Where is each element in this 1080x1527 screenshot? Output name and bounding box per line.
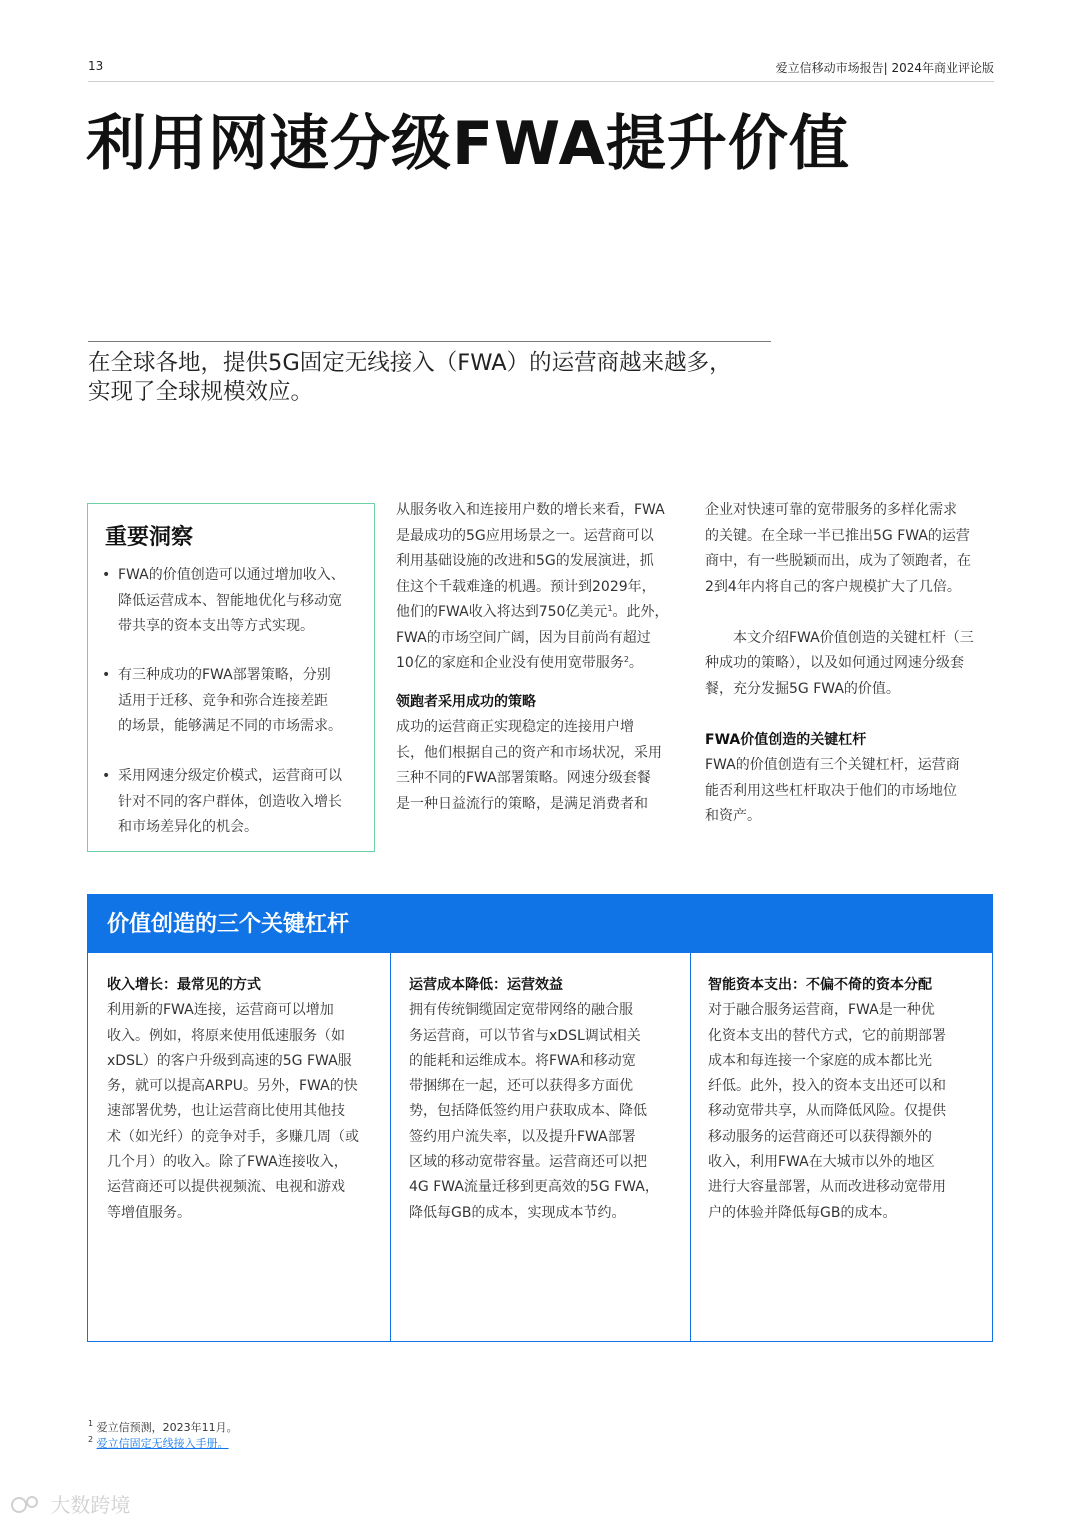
page-title: 利用网速分级FWA提升价值: [86, 109, 850, 179]
body-column-2: [396, 498, 669, 817]
body-line: [396, 651, 669, 677]
insight-line: 降低运营成本、智能地优化与移动宽: [118, 592, 342, 609]
insight-bullet: [102, 764, 342, 841]
footnote-mark: 2: [88, 1435, 94, 1444]
lead-line: 在全球各地，提供5G固定无线接入（FWA）的运营商越来越多，: [88, 350, 732, 376]
lever-heading: 收入增长：最常见的方式: [107, 977, 261, 993]
body-line: 利用基础设施的改进和5G的发展演进，抓: [396, 553, 654, 569]
watermark-text: 大数跨境: [50, 1493, 131, 1517]
insight-line: FWA的价值创造可以通过增加收入、: [118, 567, 345, 583]
bullet-dot-icon: •: [102, 768, 111, 784]
footnote-2: [88, 1436, 238, 1452]
body-line: 的关键。在全球一半已推出5G FWA的运营: [705, 527, 970, 544]
lever-column-capex: [708, 973, 946, 1226]
footnote-ref: 2: [623, 655, 629, 664]
section-heading: FWA价值创造的关键杠杆: [705, 731, 867, 748]
section-heading: 领跑者采用成功的策略: [396, 693, 536, 710]
lever-line: 势，包括降低签约用户获取成本、降低: [409, 1103, 647, 1120]
body-line: 是最成功的5G应用场景之一。运营商可以: [396, 527, 654, 544]
footnote-1: [88, 1420, 238, 1436]
column-divider: [690, 953, 691, 1341]
lever-line: 进行大容量部署，从而改进移动宽带用: [708, 1179, 946, 1196]
lever-line: 收入，利用FWA在大城市以外的地区: [708, 1154, 935, 1171]
footnote-link[interactable]: 爱立信固定无线接入手册。: [96, 1437, 229, 1450]
lever-line: 签约用户流失率，以及提升FWA部署: [409, 1128, 636, 1145]
lead-text: [88, 349, 788, 407]
lever-line: 对于融合服务运营商，FWA是一种优: [708, 1002, 935, 1019]
body-line: 是一种日益流行的策略，是满足消费者和: [396, 795, 648, 812]
body-line: [396, 600, 669, 626]
body-line: 三种不同的FWA部署策略。网速分级套餐: [396, 770, 651, 786]
lever-line: xDSL）的客户升级到高速的5G FWA服: [107, 1052, 352, 1069]
key-insights-title: 重要洞察: [105, 525, 194, 550]
lever-line: 拥有传统铜缆固定宽带网络的融合服: [409, 1002, 633, 1019]
page-number: 13: [88, 59, 104, 73]
bullet-dot-icon: •: [102, 667, 111, 683]
watermark: [10, 1489, 130, 1518]
insight-line: 有三种成功的FWA部署策略，分别: [118, 667, 331, 683]
body-line: FWA的价值创造有三个关键杠杆，运营商: [705, 757, 960, 773]
body-line: 和资产。: [705, 808, 761, 824]
lead-divider: [88, 341, 771, 342]
lever-line: 成本和每连接一个家庭的成本都比光: [708, 1052, 932, 1069]
lever-line: 速部署优势，也让运营商比使用其他技: [107, 1103, 345, 1120]
body-line: 种成功的策略），以及如何通过网速分级套: [705, 655, 964, 671]
body-line: FWA的市场空间广阔，因为目前尚有超过: [396, 629, 651, 646]
insight-line: 带共享的资本支出等方式实现。: [118, 618, 314, 634]
footnote-ref: 1: [607, 604, 613, 613]
body-text: 他们的FWA收入将达到750亿美元: [396, 604, 608, 620]
body-text: 。: [628, 655, 643, 671]
key-levers-title: 价值创造的三个关键杠杆: [107, 912, 350, 937]
lever-line: 几个月）的收入。除了FWA连接收入，: [107, 1154, 348, 1171]
lever-line: 运营商还可以提供视频流、电视和游戏: [107, 1179, 345, 1196]
lever-line: 带捆绑在一起，还可以获得多方面优: [409, 1078, 633, 1095]
header-divider: [88, 81, 994, 82]
insight-line: 和市场差异化的机会。: [118, 819, 258, 835]
body-text: 。此外，: [612, 604, 669, 620]
lever-line: 务运营商，可以节省与xDSL调试相关: [409, 1027, 641, 1044]
lever-line: 移动宽带共享，从而降低风险。仅提供: [708, 1103, 946, 1120]
body-line: 长，他们根据自己的资产和市场状况，采用: [396, 744, 662, 761]
lever-line: 移动服务的运营商还可以获得额外的: [708, 1128, 932, 1145]
body-line: 企业对快速可靠的宽带服务的多样化需求: [705, 502, 957, 518]
lever-column-opex: [409, 973, 659, 1226]
lever-line: 纤低。此外，投入的资本支出还可以和: [708, 1078, 946, 1095]
lead-line: 实现了全球规模效应。: [88, 379, 314, 405]
lever-column-revenue: [107, 973, 359, 1226]
insight-line: 适用于迁移、竞争和弥合连接差距: [118, 692, 328, 709]
body-line: 能否利用这些杠杆取决于他们的市场地位: [705, 782, 957, 799]
footnote-text: 爱立信预测，2023年11月。: [96, 1421, 238, 1434]
body-line: 餐，充分发掘5G FWA的价值。: [705, 680, 900, 697]
lever-line: 务，就可以提高ARPU。另外，FWA的快: [107, 1078, 358, 1095]
lever-heading: 运营成本降低：运营效益: [409, 977, 563, 993]
running-header-title: 爱立信移动市场报告| 2024年商业评论版: [775, 61, 994, 75]
body-line: 本文介绍FWA价值创造的关键杠杆（三: [733, 629, 974, 646]
lever-line: 区域的移动宽带容量。运营商还可以把: [409, 1154, 647, 1171]
watermark-logo-icon: [10, 1494, 44, 1516]
column-divider: [390, 953, 391, 1341]
body-line: 商中，有一些脱颖而出，成为了领跑者，在: [705, 553, 971, 569]
insight-line: 针对不同的客户群体，创造收入增长: [118, 793, 342, 810]
key-insights-box: [87, 503, 375, 852]
body-line: 成功的运营商正实现稳定的连接用户增: [396, 719, 634, 735]
key-levers-box: [87, 894, 993, 1342]
lever-line: 利用新的FWA连接，运营商可以增加: [107, 1002, 334, 1019]
lever-line: 4G FWA流量迁移到更高效的5G FWA，: [409, 1179, 659, 1196]
lever-line: 的能耗和运维成本。将FWA和移动宽: [409, 1052, 636, 1069]
lever-line: 收入。例如，将原来使用低速服务（如: [107, 1027, 345, 1044]
lever-heading: 智能资本支出：不偏不倚的资本分配: [708, 977, 932, 993]
insight-bullet: [102, 663, 342, 740]
insight-line: 采用网速分级定价模式，运营商可以: [118, 768, 342, 784]
footnotes: [88, 1420, 238, 1452]
lever-line: 等增值服务。: [107, 1204, 191, 1221]
body-line: 2到4年内将自己的客户规模扩大了几倍。: [705, 578, 961, 595]
bullet-dot-icon: •: [102, 567, 111, 583]
footnote-mark: 1: [88, 1419, 94, 1428]
lever-line: 降低每GB的成本，实现成本节约。: [409, 1204, 626, 1221]
body-line: 住这个千载难逢的机遇。预计到2029年，: [396, 578, 656, 595]
insight-bullet: [102, 563, 345, 640]
body-text: 10亿的家庭和企业没有使用宽带服务: [396, 655, 624, 671]
body-column-3: [705, 498, 974, 830]
lever-line: 术（如光纤）的竞争对手，多赚几周（或: [107, 1128, 359, 1145]
lever-line: 户的体验并降低每GB的成本。: [708, 1204, 897, 1221]
body-line: 从服务收入和连接用户数的增长来看，FWA: [396, 502, 665, 518]
insight-line: 的场景，能够满足不同的市场需求。: [118, 718, 342, 734]
lever-line: 化资本支出的替代方式，它的前期部署: [708, 1027, 946, 1044]
key-levers-header: [88, 895, 992, 953]
